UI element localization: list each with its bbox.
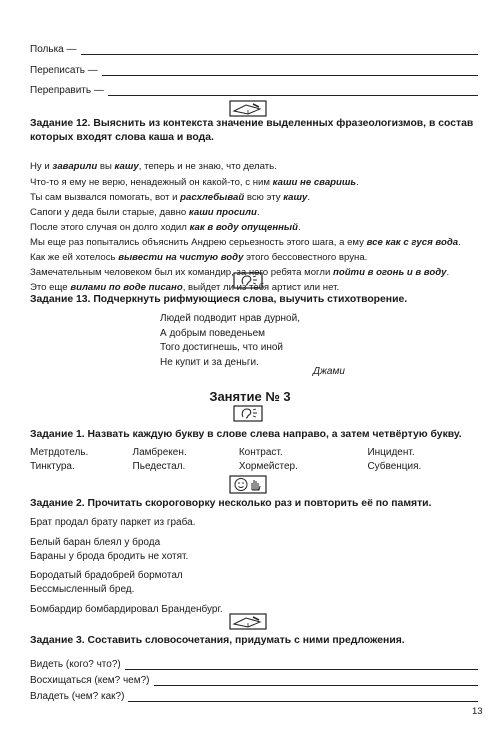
answer-rule xyxy=(128,691,478,702)
answer-rule xyxy=(154,675,478,686)
tongue-twister-line: Бараны у брода бродить не хотят. xyxy=(30,551,189,562)
book-writing-icon xyxy=(229,613,267,635)
lesson-title: Занятие № 3 xyxy=(209,389,291,404)
answer-rule xyxy=(108,85,478,96)
task-2-heading: Задание 2. Прочитать скороговорку несколько раз и повторить её по памяти. xyxy=(30,498,432,509)
sentence-fragment: этого бессовестного вруна. xyxy=(243,252,368,263)
sentence-fragment: . xyxy=(446,267,450,278)
word: Тинктура. xyxy=(30,461,75,472)
writing-line-vladet[interactable] xyxy=(30,688,478,702)
task-1-heading: Задание 1. Назвать каждую букву в слове слева направо, а затем четвёртую букву. xyxy=(30,429,462,440)
poem-line: Не купит и за деньги. xyxy=(160,356,259,368)
sentence-fragment: Ты сам вызвался помогать, вот и xyxy=(30,192,181,203)
word: Пьедестал. xyxy=(132,461,186,472)
sentence-fragment: . xyxy=(356,177,359,188)
task-3-heading: Задание 3. Составить словосочетания, придумать с ними предложения. xyxy=(30,635,405,646)
tongue-twister-line: Брат продал брату паркет из граба. xyxy=(30,517,196,528)
context-sentence xyxy=(30,177,359,189)
sentence-fragment: Сапоги у деда были старые, давно xyxy=(30,207,189,218)
line-label: Видеть (кого? что?) xyxy=(30,659,121,670)
sentence-fragment: , теперь и не знаю, что делать. xyxy=(138,161,277,172)
sentence-fragment: . xyxy=(458,237,461,248)
writing-line-polka[interactable] xyxy=(30,41,478,55)
word: Инцидент. xyxy=(367,447,415,458)
tongue-twister-line: Бессмысленный бред. xyxy=(30,584,135,595)
tongue-twister-line: Белый баран блеял у брода xyxy=(30,537,161,548)
word-row xyxy=(30,461,470,475)
context-sentence xyxy=(30,161,277,173)
ear-listening-icon xyxy=(233,405,263,427)
sentence-fragment: Как же ей хотелось xyxy=(30,252,119,263)
line-label: Переписать — xyxy=(30,65,98,76)
phraseologism: кашу xyxy=(283,192,308,203)
word: Метрдотель. xyxy=(30,447,89,458)
phraseologism: расхлебывай xyxy=(180,192,245,203)
answer-rule xyxy=(102,65,478,76)
task-12-heading: Задание 12. Выяснить из контекста значение выделенных фразеологизмов, в состав которых входят слова каша и вода. xyxy=(30,118,474,143)
poem-line: Людей подводит нрав дурной, xyxy=(160,313,300,324)
phraseologism: кашу xyxy=(114,161,139,172)
sentence-fragment: всю эту xyxy=(244,192,284,203)
sentence-fragment: . xyxy=(307,192,311,203)
context-sentence xyxy=(30,192,310,204)
sentence-fragment: После этого случая он долго ходил xyxy=(30,222,190,233)
word-grid xyxy=(30,447,470,475)
page-number: 13 xyxy=(472,706,483,717)
answer-rule xyxy=(81,44,478,55)
sentence-fragment: , выйдет ли из тебя артист или нет. xyxy=(182,282,340,293)
sentence-fragment: Это еще xyxy=(30,282,71,293)
poem-line: Того достигнешь, что иной xyxy=(160,342,284,353)
poem xyxy=(160,312,300,370)
tongue-twister-line: Бородатый брадобрей бормотал xyxy=(30,570,183,581)
sentence-fragment: Ну и xyxy=(30,161,53,172)
face-and-hand-icon xyxy=(229,475,267,499)
phraseologism: каши не сваришь xyxy=(272,177,357,188)
word: Субвенция. xyxy=(367,461,422,472)
phraseologism: каши просили xyxy=(188,207,257,218)
context-sentence xyxy=(30,252,367,264)
writing-line-voskhishchatsya[interactable] xyxy=(30,672,478,686)
line-label: Переправить — xyxy=(30,85,104,96)
writing-line-videt[interactable] xyxy=(30,656,478,670)
sentence-fragment: Мы еще раз попытались объяснить Андрею серьезность этого шага, а ему xyxy=(30,237,367,248)
writing-line-perepisat[interactable] xyxy=(30,62,478,76)
word: Хормейстер. xyxy=(238,461,298,472)
word: Контраст. xyxy=(238,447,283,458)
phraseologism: заварили xyxy=(52,161,98,172)
word-row xyxy=(30,447,470,461)
line-label: Восхищаться (кем? чем?) xyxy=(30,675,150,686)
sentence-fragment: вы xyxy=(97,161,115,172)
answer-rule xyxy=(125,659,478,670)
word: Ламбрекен. xyxy=(132,447,187,458)
phraseologism: вывести на чистую воду xyxy=(118,252,244,263)
task-13-heading: Задание 13. Подчеркнуть рифмующиеся слова, выучить стихотворение. xyxy=(30,294,408,305)
phraseologism: вилами по воде писано xyxy=(70,282,183,293)
poem-line: А добрым поведеньем xyxy=(160,327,266,339)
sentence-fragment: . xyxy=(256,207,260,218)
phraseologism: пойти в огонь и в воду xyxy=(332,267,447,278)
ear-listening-icon xyxy=(233,272,263,294)
writing-line-perepravit[interactable] xyxy=(30,82,478,96)
phraseologism: как в воду опущенный xyxy=(189,222,298,233)
phraseologism: все как с гуся вода xyxy=(366,237,459,248)
sentence-fragment: . xyxy=(297,222,301,233)
poem-author: Джами xyxy=(313,366,345,377)
line-label: Владеть (чем? как?) xyxy=(30,691,125,702)
context-sentence xyxy=(30,222,301,234)
line-label: Полька — xyxy=(30,44,77,55)
sentence-fragment: Замечательным человеком был их командир, за него ребята могли xyxy=(30,267,333,278)
context-sentence xyxy=(30,207,260,219)
tongue-twister-line: Бомбардир бомбардировал Бранденбург. xyxy=(30,604,223,615)
context-sentence xyxy=(30,237,461,249)
sentence-fragment: Что-то я ему не верю, ненадежный он какой-то, с ним xyxy=(30,177,273,188)
